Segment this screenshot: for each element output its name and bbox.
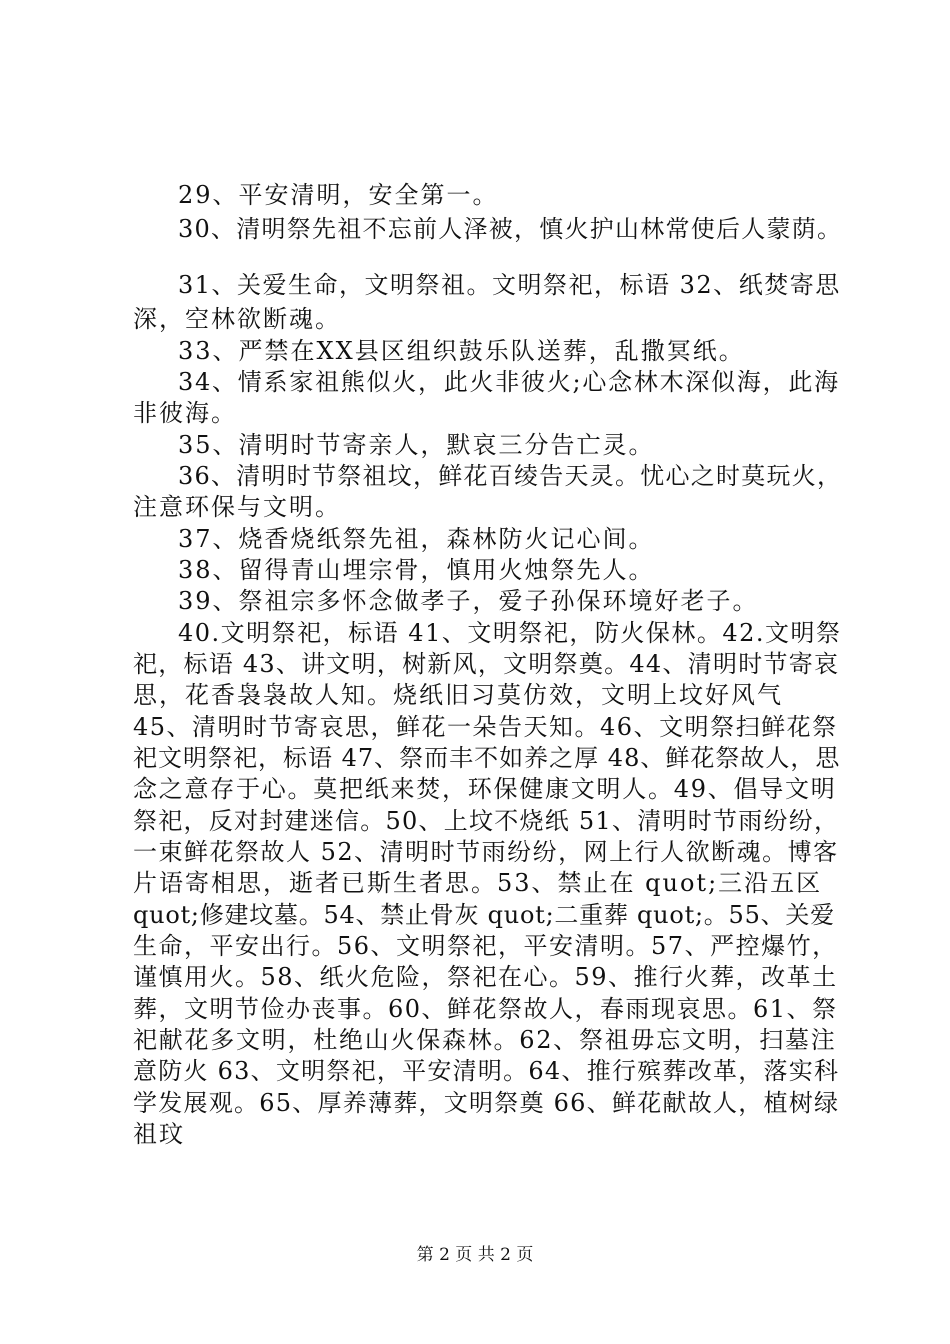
paragraph-line: 35、清明时节寄亲人，默哀三分告亡灵。 bbox=[178, 431, 655, 459]
paragraph-line: 学发展观。65、厚养薄葬，文明祭奠 66、鲜花献故人，植树绿 bbox=[133, 1089, 840, 1117]
paragraph-line: 36、清明时节祭祖坟，鲜花百绫告天灵。忧心之时莫玩火， bbox=[178, 462, 843, 490]
paragraph-line: 祀，标语 43、讲文明，树新风，文明祭奠。44、清明时节寄哀 bbox=[133, 650, 840, 678]
paragraph-line: 37、烧香烧纸祭先祖，森林防火记心间。 bbox=[178, 525, 655, 553]
paragraph-line: 45、清明时节寄哀思，鲜花一朵告天知。46、文明祭扫鲜花祭 bbox=[133, 713, 838, 741]
paragraph-line: 葬，文明节俭办丧事。60、鲜花祭故人，春雨现哀思。61、祭 bbox=[133, 995, 838, 1023]
paragraph-line: 非彼海。 bbox=[133, 399, 237, 427]
paragraph-line: 38、留得青山埋宗骨，慎用火烛祭先人。 bbox=[178, 556, 655, 584]
paragraph-line: 思，花香袅袅故人知。烧纸旧习莫仿效，文明上坟好风气 bbox=[133, 681, 783, 709]
paragraph-line: 意防火 63、文明祭祀，平安清明。64、推行殡葬改革，落实科 bbox=[133, 1057, 840, 1085]
paragraph-line: quot;修建坟墓。54、禁止骨灰 quot;二重葬 quot;。55、关爱 bbox=[133, 901, 835, 929]
paragraph-line: 40.文明祭祀，标语 41、文明祭祀，防火保林。42.文明祭 bbox=[178, 619, 842, 647]
paragraph-line: 祀献花多文明，杜绝山火保森林。62、祭祖毋忘文明，扫墓注 bbox=[133, 1026, 837, 1054]
paragraph-line: 祖玟 bbox=[133, 1120, 185, 1148]
paragraph-line: 念之意存于心。莫把纸来焚，环保健康文明人。49、倡导文明 bbox=[133, 775, 837, 803]
paragraph-line: 33、严禁在XX县区组织鼓乐队送葬，乱撒冥纸。 bbox=[178, 337, 745, 365]
paragraph-line: 34、情系家祖熊似火，此火非彼火;心念林木深似海，此海 bbox=[178, 368, 840, 396]
paragraph-line: 39、祭祖宗多怀念做孝子，爱子孙保环境好老子。 bbox=[178, 587, 759, 615]
paragraph-line: 祭祀，反对封建迷信。50、上坟不烧纸 51、清明时节雨纷纷， bbox=[133, 807, 840, 835]
paragraph-line: 30、清明祭先祖不忘前人泽被，慎火护山林常使后人蒙荫。 bbox=[178, 215, 843, 243]
paragraph-line: 生命，平安出行。56、文明祭祀，平安清明。57、严控爆竹， bbox=[133, 932, 838, 960]
paragraph-line: 片语寄相思，逝者已斯生者思。53、禁止在 quot;三沿五区 bbox=[133, 869, 823, 897]
paragraph-line: 31、关爱生命，文明祭祖。文明祭祀，标语 32、纸焚寄思 bbox=[178, 271, 841, 299]
paragraph-line: 深，空林欲断魂。 bbox=[133, 305, 341, 333]
paragraph-line: 29、平安清明，安全第一。 bbox=[178, 181, 499, 209]
paragraph-line: 注意环保与文明。 bbox=[133, 493, 341, 521]
paragraph-line: 一束鲜花祭故人 52、清明时节雨纷纷，网上行人欲断魂。博客 bbox=[133, 838, 839, 866]
paragraph-line: 祀文明祭祀，标语 47、祭而丰不如养之厚 48、鲜花祭故人，思 bbox=[133, 744, 841, 772]
paragraph-line: 谨慎用火。58、纸火危险，祭祀在心。59、推行火葬，改革土 bbox=[133, 963, 838, 991]
page-footer: 第 2 页 共 2 页 bbox=[416, 1245, 534, 1265]
